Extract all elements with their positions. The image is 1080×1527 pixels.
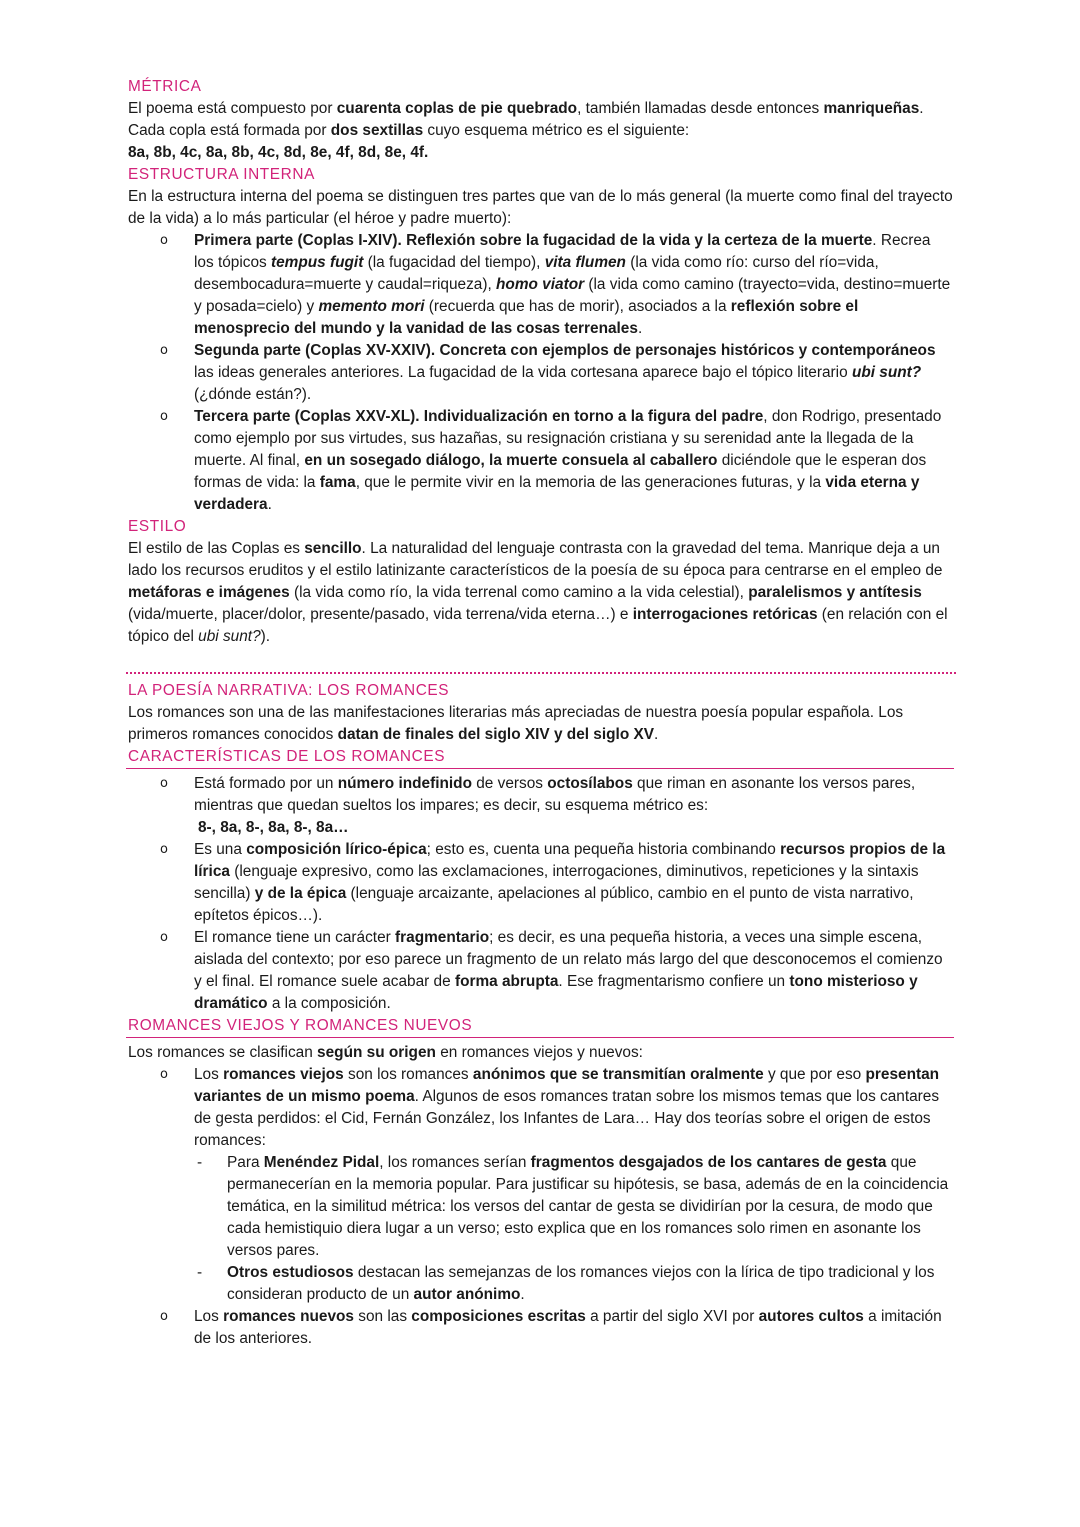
document-page — [128, 76, 954, 1350]
list-item-segunda-parte: o Segunda parte (Coplas XV-XXIV). Concreta con ejemplos de personajes históricos y contemporáneos las ideas generales anteriores. La fugacidad de la vida cortesana aparece bajo el tópico literario ubi sunt? (¿dónde están?). — [128, 340, 954, 406]
paragraph-estructura-intro: En la estructura interna del poema se distinguen tres partes que van de lo más general (la muerte como final del trayecto de la vida) a lo más particular (el héroe y padre muerto): — [128, 188, 953, 227]
list-item-fragmentario: o El romance tiene un carácter fragmentario; es decir, es una pequeña historia, a veces una simple escena, aislada del contexto; por eso parece un fragmento de un relato más largo del que desconocemos el comienzo y el final. El romance suele acabar de forma abrupta. Ese fragmentarismo confiere un tono misterioso y dramático a la composición. — [128, 927, 954, 1015]
paragraph-metrica: El poema está compuesto por cuarenta coplas de pie quebrado, también llamadas desde entonces manriqueñas. Cada copla está formada por dos sextillas cuyo esquema métrico es el siguiente: — [128, 100, 924, 139]
paragraph-romances: Los romances son una de las manifestaciones literarias más apreciadas de nuestra poesía popular española. Los primeros romances conocidos datan de finales del siglo XIV y del siglo XV. — [128, 704, 904, 743]
dotted-divider — [126, 672, 956, 674]
estructura-list — [128, 230, 954, 516]
caracteristicas-list — [128, 773, 954, 1015]
list-item-primera-parte: o Primera parte (Coplas I-XIV). Reflexión sobre la fugacidad de la vida y la certeza de la muerte. Recrea los tópicos tempus fugit (la fugacidad del tiempo), vita flumen (la vida como río: curso del río=vida, desembocadura=muerte y caudal=riqueza), homo viator (la vida como camino (trayecto=vida, destino=muerte y posada=cielo) y memento mori (recuerda que has de morir), asociados a la reflexión sobre el menosprecio del mundo y la vanidad de las cosas terrenales. — [128, 230, 954, 340]
sub-item-otros-estudiosos: - Otros estudiosos destacan las semejanzas de los romances viejos con la lírica de tipo tradicional y los consideran producto de un autor anónimo. — [194, 1262, 954, 1306]
list-item-octosilabos — [128, 773, 954, 839]
paragraph-clasificacion: Los romances se clasifican según su origen en romances viejos y nuevos: — [128, 1044, 643, 1061]
list-item-lirico-epica: o Es una composición lírico-épica; esto es, cuenta una pequeña historia combinando recursos propios de la lírica (lenguaje expresivo, como las exclamaciones, interrogaciones, diminutivos, repeticiones y la sintaxis sencilla) y de la épica (lenguaje arcaizante, apelaciones al público, cambio en el punto de vista narrativo, epítetos épicos…). — [128, 839, 954, 927]
romances-viejos-text: Los romances viejos son los romances anónimos que se transmitían oralmente y que por eso presentan variantes de un mismo poema. Algunos de esos romances tratan sobre los mismos temas que los cantares de gesta perdidos: el Cid, Fernán González, los Infantes de Lara… Hay dos teorías sobre el origen de estos romances: — [194, 1066, 940, 1149]
sub-item-menendez-pidal: - Para Menéndez Pidal, los romances serían fragmentos desgajados de los cantares de gesta que permanecerían en la memoria popular. Para justificar su hipótesis, se basa, además de en la coincidencia temática, en la similitud métrica: los versos del cantar de gesta se dividirían por la cesura, de modo que cada hemistiquio diera lugar a un verso; esto explica que en los romances solo rimen en asonante los versos pares. — [194, 1152, 954, 1262]
heading-estructura-interna: ESTRUCTURA INTERNA — [128, 166, 315, 183]
list-item-romances-nuevos: o Los romances nuevos son las composiciones escritas a partir del siglo XVI por autores cultos a imitación de los anteriores. — [128, 1306, 954, 1350]
teorias-list — [194, 1152, 954, 1306]
romance-scheme-text: 8-, 8a, 8-, 8a, 8-, 8a… — [198, 819, 349, 836]
heading-romances-viejos-nuevos: ROMANCES VIEJOS Y ROMANCES NUEVOS — [126, 1015, 954, 1038]
heading-romances: LA POESÍA NARRATIVA: LOS ROMANCES — [128, 682, 450, 699]
list-item-tercera-parte: o Tercera parte (Coplas XXV-XL). Individualización en torno a la figura del padre, don Rodrigo, presentado como ejemplo por sus virtudes, sus hazañas, su resignación cristiana y su serenidad ante la llegada de la muerte. Al final, en un sosegado diálogo, la muerte consuela al caballero diciéndole que le esperan dos formas de vida: la fama, que le permite vivir en la memoria de las generaciones futuras, y la vida eterna y verdadera. — [128, 406, 954, 516]
list-item-romances-viejos — [128, 1064, 954, 1306]
metric-scheme — [128, 142, 954, 164]
romance-scheme — [194, 817, 954, 839]
viejos-nuevos-list — [128, 1064, 954, 1350]
heading-metrica: MÉTRICA — [128, 78, 202, 95]
heading-caracteristicas: CARACTERÍSTICAS DE LOS ROMANCES — [126, 746, 954, 769]
metric-scheme-text: 8a, 8b, 4c, 8a, 8b, 4c, 8d, 8e, 4f, 8d, 8e, 4f. — [128, 144, 429, 161]
paragraph-estilo: El estilo de las Coplas es sencillo. La naturalidad del lenguaje contrasta con la gravedad del tema. Manrique deja a un lado los recursos eruditos y el estilo latinizante característicos de la poesía de su época para centrarse en el empleo de metáforas e imágenes (la vida como río, la vida terrenal como camino a la vida celestial), paralelismos y antítesis (vida/muerte, placer/dolor, presente/pasado, vida terrena/vida eterna…) e interrogaciones retóricas (en relación con el tópico del ubi sunt?). — [128, 540, 948, 645]
heading-estilo: ESTILO — [128, 518, 187, 535]
octosilabos-text: Está formado por un número indefinido de versos octosílabos que riman en asonante los versos pares, mientras que quedan sueltos los impares; es decir, su esquema métrico es: — [194, 775, 916, 814]
